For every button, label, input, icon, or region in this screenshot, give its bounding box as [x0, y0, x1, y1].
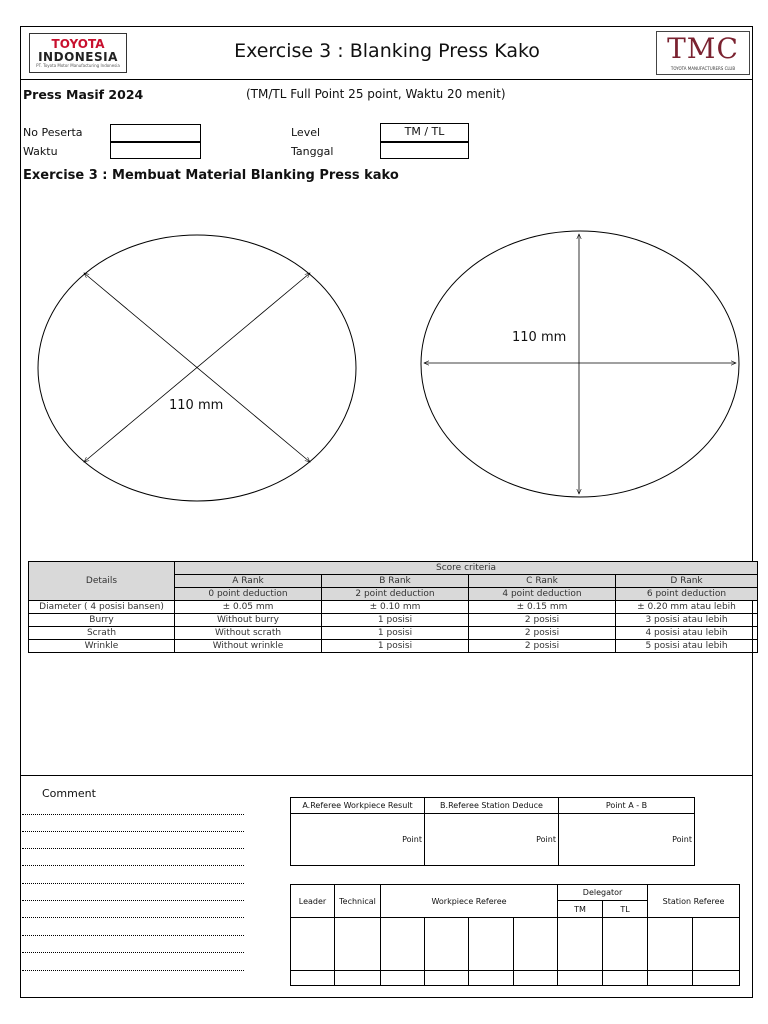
name-cell[interactable]	[558, 971, 603, 986]
comment-line[interactable]	[22, 865, 244, 866]
tm-header: TM	[558, 901, 603, 918]
point-a-b-header: Point A - B	[559, 798, 695, 814]
table-cell: 2 posisi	[469, 640, 616, 653]
signature-cell[interactable]	[469, 918, 514, 971]
table-cell: 1 posisi	[322, 627, 469, 640]
table-row	[29, 601, 758, 614]
rank-header: A Rank	[175, 575, 322, 588]
signature-cell[interactable]	[335, 918, 381, 971]
right-dimension-label: 110 mm	[512, 330, 567, 345]
referee-workpiece-result-header: A.Referee Workpiece Result	[291, 798, 425, 814]
comment-line[interactable]	[22, 814, 244, 815]
signature-cell[interactable]	[514, 918, 558, 971]
point-label: Point	[672, 835, 692, 844]
level-label: Level	[291, 126, 321, 139]
deduction-header: 0 point deduction	[175, 588, 322, 601]
point-label: Point	[402, 835, 422, 844]
name-cell[interactable]	[381, 971, 425, 986]
point-a-cell[interactable]	[291, 814, 425, 866]
table-row	[29, 627, 758, 640]
level-field[interactable]: TM / TL	[380, 123, 469, 142]
table-row	[29, 640, 758, 653]
table-cell: 2 posisi	[469, 627, 616, 640]
tmc-logo-club: TOYOTA MANUFACTURERS CLUB	[670, 66, 736, 71]
comment-line[interactable]	[22, 952, 244, 953]
table-cell: ± 0.20 mm atau lebih	[616, 601, 758, 614]
referee-result-table	[290, 797, 695, 866]
logo-brand: TOYOTA	[51, 37, 105, 51]
signature-cell[interactable]	[693, 918, 740, 971]
delegator-header: Delegator	[558, 885, 648, 901]
exercise-heading: Exercise 3 : Membuat Material Blanking Press kako	[23, 168, 399, 183]
name-cell[interactable]	[648, 971, 693, 986]
name-cell[interactable]	[335, 971, 381, 986]
tl-header: TL	[603, 901, 648, 918]
logo-country: INDONESIA	[38, 50, 118, 64]
name-cell[interactable]	[291, 971, 335, 986]
signature-cell[interactable]	[558, 918, 603, 971]
leader-header: Leader	[291, 885, 335, 918]
deduction-header: 2 point deduction	[322, 588, 469, 601]
table-cell: 1 posisi	[322, 614, 469, 627]
comment-line[interactable]	[22, 935, 244, 936]
table-cell: ± 0.05 mm	[175, 601, 322, 614]
row-label: Burry	[29, 614, 175, 627]
comment-section-divider	[20, 775, 753, 776]
point-a-b-cell[interactable]	[559, 814, 695, 866]
comment-line[interactable]	[22, 883, 244, 884]
comment-line[interactable]	[22, 848, 244, 849]
signature-cell[interactable]	[603, 918, 648, 971]
table-cell: 3 posisi atau lebih	[616, 614, 758, 627]
signature-cell[interactable]	[291, 918, 335, 971]
name-cell[interactable]	[514, 971, 558, 986]
comment-line[interactable]	[22, 917, 244, 918]
right-blank-circle	[421, 231, 739, 497]
table-cell: 4 posisi atau lebih	[616, 627, 758, 640]
comment-line[interactable]	[22, 970, 244, 971]
logo-company: PT. Toyota Motor Manufacturing Indonesia	[36, 63, 120, 68]
point-label: Point	[536, 835, 556, 844]
name-cell[interactable]	[603, 971, 648, 986]
table-cell: Without scrath	[175, 627, 322, 640]
table-cell: ± 0.10 mm	[322, 601, 469, 614]
workpiece-referee-header: Workpiece Referee	[381, 885, 558, 918]
table-row	[29, 614, 758, 627]
table-cell: Without burry	[175, 614, 322, 627]
signature-cell[interactable]	[381, 918, 425, 971]
comment-line[interactable]	[22, 900, 244, 901]
technical-header: Technical	[335, 885, 381, 918]
deduction-header: 6 point deduction	[616, 588, 758, 601]
name-cell[interactable]	[693, 971, 740, 986]
name-cell[interactable]	[469, 971, 514, 986]
comment-line[interactable]	[22, 831, 244, 832]
tanggal-label: Tanggal	[291, 145, 334, 158]
rank-header: C Rank	[469, 575, 616, 588]
left-dimension-label: 110 mm	[169, 398, 224, 413]
rank-header: D Rank	[616, 575, 758, 588]
comment-label: Comment	[42, 787, 96, 800]
deduction-header: 4 point deduction	[469, 588, 616, 601]
score-criteria-header: Score criteria	[175, 562, 758, 575]
row-label: Scrath	[29, 627, 175, 640]
table-cell: 1 posisi	[322, 640, 469, 653]
signature-table	[290, 884, 740, 986]
table-cell: 2 posisi	[469, 614, 616, 627]
rank-header: B Rank	[322, 575, 469, 588]
event-title: Press Masif 2024	[23, 87, 144, 102]
signature-cell[interactable]	[425, 918, 469, 971]
signature-cell[interactable]	[648, 918, 693, 971]
station-referee-header: Station Referee	[648, 885, 740, 918]
row-label: Wrinkle	[29, 640, 175, 653]
referee-station-deduce-header: B.Referee Station Deduce	[425, 798, 559, 814]
point-b-cell[interactable]	[425, 814, 559, 866]
row-label: Diameter ( 4 posisi bansen)	[29, 601, 175, 614]
table-cell: ± 0.15 mm	[469, 601, 616, 614]
no-peserta-label: No Peserta	[23, 126, 83, 139]
page-title: Exercise 3 : Blanking Press Kako	[234, 40, 540, 62]
score-criteria-table	[28, 561, 758, 653]
details-header: Details	[29, 562, 175, 601]
table-cell: 5 posisi atau lebih	[616, 640, 758, 653]
table-cell: Without wrinkle	[175, 640, 322, 653]
waktu-label: Waktu	[23, 145, 58, 158]
tmc-logo-text: TMC	[667, 32, 739, 65]
event-note: (TM/TL Full Point 25 point, Waktu 20 menit)	[246, 87, 506, 101]
name-cell[interactable]	[425, 971, 469, 986]
